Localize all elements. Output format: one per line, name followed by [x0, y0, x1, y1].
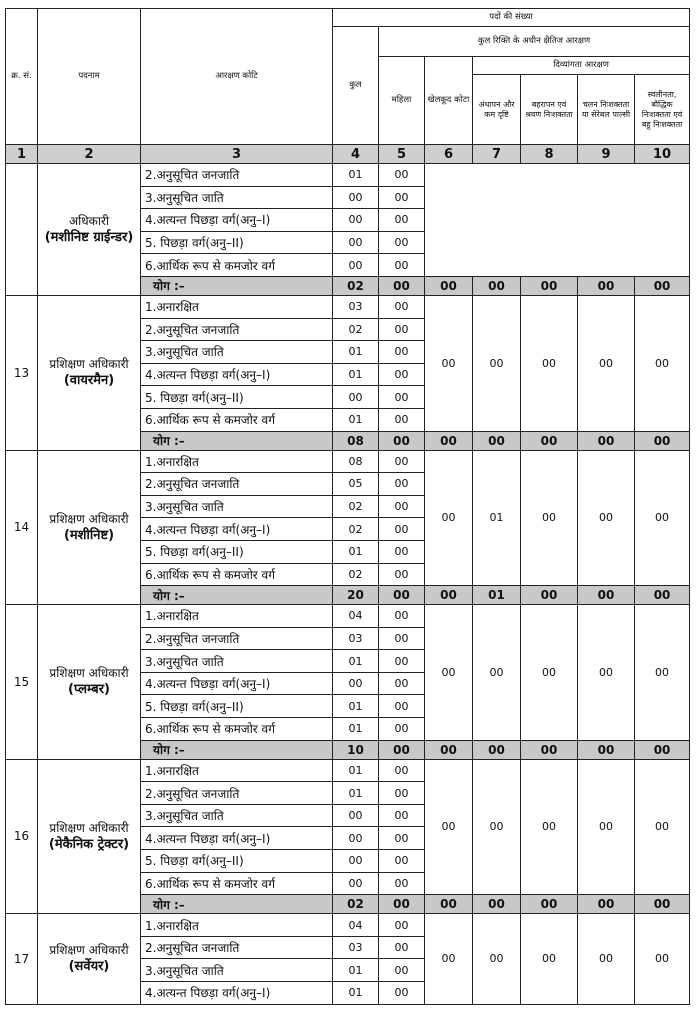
- total-value: 01: [333, 695, 379, 718]
- total-label: योग :–: [141, 276, 333, 295]
- female-value: 00: [379, 164, 425, 187]
- header-post-name: पदनाम: [38, 9, 141, 145]
- post-name: [38, 605, 141, 760]
- merged-value: 00: [521, 605, 578, 741]
- table-row: [6, 759, 690, 782]
- category-label: 1.अनारक्षित: [141, 605, 333, 628]
- total-value: 00: [333, 231, 379, 254]
- total-value: 00: [333, 850, 379, 873]
- category-label: 6.आर्थिक रूप से कमजोर वर्ग: [141, 718, 333, 741]
- female-value: 00: [379, 627, 425, 650]
- total-value: 01: [333, 718, 379, 741]
- header-locomotor: चलन निःशक्तता या सेरेबल पाल्सी: [578, 75, 635, 145]
- total-sum: 00: [473, 276, 521, 295]
- reservation-table-sheet: [5, 8, 689, 1005]
- category-label: 6.आर्थिक रूप से कमजोर वर्ग: [141, 254, 333, 277]
- female-value: 00: [379, 254, 425, 277]
- column-number: 6: [425, 145, 473, 164]
- column-number: 4: [333, 145, 379, 164]
- category-label: 3.अनुसूचित जाति: [141, 650, 333, 673]
- category-label: 2.अनुसूचित जनजाति: [141, 473, 333, 496]
- column-number: 2: [38, 145, 141, 164]
- total-label: योग :–: [141, 586, 333, 605]
- reservation-table: [5, 8, 690, 1005]
- total-sum: 00: [379, 431, 425, 450]
- table-row: [6, 164, 690, 187]
- female-value: 00: [379, 759, 425, 782]
- total-value: 01: [333, 408, 379, 431]
- post-name: [38, 759, 141, 914]
- merged-value: 00: [425, 295, 473, 431]
- total-sum: 00: [425, 431, 473, 450]
- total-sum: 00: [521, 586, 578, 605]
- merged-value: 01: [473, 450, 521, 586]
- merged-value: 00: [578, 759, 635, 895]
- post-name: [38, 164, 141, 296]
- total-sum: 00: [473, 895, 521, 914]
- female-value: 00: [379, 540, 425, 563]
- total-value: 01: [333, 540, 379, 563]
- female-value: 00: [379, 295, 425, 318]
- total-value: 08: [333, 450, 379, 473]
- merged-value: 00: [635, 295, 690, 431]
- total-sum: 00: [578, 586, 635, 605]
- category-label: 5. पिछड़ा वर्ग(अनु–II): [141, 540, 333, 563]
- total-sum: 00: [425, 740, 473, 759]
- category-label: 3.अनुसूचित जाति: [141, 186, 333, 209]
- merged-value: 00: [578, 295, 635, 431]
- total-value: 00: [333, 209, 379, 232]
- total-value: 00: [333, 386, 379, 409]
- total-value: 00: [333, 827, 379, 850]
- merged-value: 00: [635, 450, 690, 586]
- total-value: 01: [333, 363, 379, 386]
- header-total: कुल: [333, 27, 379, 145]
- female-value: 00: [379, 672, 425, 695]
- total-sum: 02: [333, 895, 379, 914]
- post-name-line2: (वायरमैन): [63, 373, 115, 389]
- total-value: 01: [333, 759, 379, 782]
- female-value: 00: [379, 718, 425, 741]
- post-name: [38, 450, 141, 605]
- total-sum: 00: [578, 895, 635, 914]
- post-name-line2: (मेकैनिक ट्रेक्टर): [48, 836, 130, 852]
- total-sum: 00: [578, 431, 635, 450]
- table-row: [6, 605, 690, 628]
- total-value: 00: [333, 254, 379, 277]
- total-sum: 00: [425, 276, 473, 295]
- total-sum: 00: [521, 276, 578, 295]
- total-value: 01: [333, 782, 379, 805]
- post-name-line2: (मशीनिष्ट ग्राईन्डर): [44, 229, 134, 245]
- merged-value: 00: [473, 605, 521, 741]
- total-label: योग :–: [141, 740, 333, 759]
- column-number: 10: [635, 145, 690, 164]
- total-value: 00: [333, 804, 379, 827]
- merged-value: 00: [578, 605, 635, 741]
- female-value: 00: [379, 982, 425, 1005]
- total-sum: 01: [473, 586, 521, 605]
- female-value: 00: [379, 363, 425, 386]
- total-sum: 00: [379, 276, 425, 295]
- serial-number: [6, 164, 38, 296]
- total-label: योग :–: [141, 431, 333, 450]
- category-label: 2.अनुसूचित जनजाति: [141, 318, 333, 341]
- female-value: 00: [379, 650, 425, 673]
- column-number: 3: [141, 145, 333, 164]
- column-number: 7: [473, 145, 521, 164]
- category-label: 1.अनारक्षित: [141, 914, 333, 937]
- total-sum: 10: [333, 740, 379, 759]
- total-value: 02: [333, 563, 379, 586]
- header-blind: अंधापन और कम दृष्टि: [473, 75, 521, 145]
- total-sum: 00: [425, 586, 473, 605]
- post-name-line2: (सर्वेयर): [68, 959, 110, 975]
- header-posts-count: पदों की संख्या: [333, 9, 690, 27]
- female-value: 00: [379, 936, 425, 959]
- header-autism: स्वलीनता, बौद्धिक निःशक्तता एवं बहु निःशक्तता: [635, 75, 690, 145]
- female-value: 00: [379, 782, 425, 805]
- header-category: आरक्षण कोटि: [141, 9, 333, 145]
- post-name-line2: (मशीनिष्ट): [63, 527, 115, 543]
- total-sum: 08: [333, 431, 379, 450]
- merged-value: 00: [635, 914, 690, 1004]
- column-number: 9: [578, 145, 635, 164]
- category-label: 3.अनुसूचित जाति: [141, 341, 333, 364]
- female-value: 00: [379, 318, 425, 341]
- total-sum: 00: [473, 740, 521, 759]
- header-sn: क्र. सं.: [6, 9, 38, 145]
- category-label: 4.अत्यन्त पिछड़ा वर्ग(अनु–I): [141, 982, 333, 1005]
- merged-value: 00: [521, 450, 578, 586]
- total-value: 04: [333, 914, 379, 937]
- post-name-line2: (प्लम्बर): [68, 682, 110, 698]
- total-value: 01: [333, 650, 379, 673]
- header-female: महिला: [379, 57, 425, 145]
- category-label: 2.अनुसूचित जनजाति: [141, 164, 333, 187]
- total-sum: 00: [521, 740, 578, 759]
- total-sum: 02: [333, 276, 379, 295]
- table-row: [6, 450, 690, 473]
- category-label: 1.अनारक्षित: [141, 450, 333, 473]
- category-label: 4.अत्यन्त पिछड़ा वर्ग(अनु–I): [141, 518, 333, 541]
- category-label: 4.अत्यन्त पिछड़ा वर्ग(अनु–I): [141, 363, 333, 386]
- female-value: 00: [379, 408, 425, 431]
- total-value: 00: [333, 872, 379, 895]
- serial-number: 14: [6, 450, 38, 605]
- total-sum: 00: [635, 586, 690, 605]
- merged-value: 00: [521, 914, 578, 1004]
- merged-value: 00: [473, 914, 521, 1004]
- header-deaf: बहरापन एवं श्रवण निःशक्तता: [521, 75, 578, 145]
- post-name: [38, 295, 141, 450]
- merged-value: 00: [473, 295, 521, 431]
- female-value: 00: [379, 231, 425, 254]
- category-label: 2.अनुसूचित जनजाति: [141, 782, 333, 805]
- total-sum: 00: [635, 431, 690, 450]
- merged-value: 00: [425, 605, 473, 741]
- category-label: 5. पिछड़ा वर्ग(अनु–II): [141, 386, 333, 409]
- total-value: 04: [333, 605, 379, 628]
- category-label: 5. पिछड़ा वर्ग(अनु–II): [141, 850, 333, 873]
- female-value: 00: [379, 850, 425, 873]
- total-value: 02: [333, 495, 379, 518]
- post-name-line1: प्रशिक्षण अधिकारी: [49, 666, 129, 681]
- post-name: [38, 914, 141, 1004]
- merged-value: 00: [521, 295, 578, 431]
- total-sum: 00: [635, 895, 690, 914]
- female-value: 00: [379, 473, 425, 496]
- category-label: 4.अत्यन्त पिछड़ा वर्ग(अनु–I): [141, 672, 333, 695]
- total-sum: 00: [635, 740, 690, 759]
- category-label: 4.अत्यन्त पिछड़ा वर्ग(अनु–I): [141, 209, 333, 232]
- total-sum: 00: [425, 895, 473, 914]
- female-value: 00: [379, 518, 425, 541]
- merged-value: 00: [635, 605, 690, 741]
- total-sum: 00: [473, 431, 521, 450]
- total-sum: 00: [578, 276, 635, 295]
- header-sports: खेलकूद कोटा: [425, 57, 473, 145]
- female-value: 00: [379, 872, 425, 895]
- category-label: 6.आर्थिक रूप से कमजोर वर्ग: [141, 872, 333, 895]
- category-label: 3.अनुसूचित जाति: [141, 959, 333, 982]
- serial-number: 17: [6, 914, 38, 1004]
- female-value: 00: [379, 186, 425, 209]
- total-value: 03: [333, 295, 379, 318]
- category-label: 3.अनुसूचित जाति: [141, 804, 333, 827]
- serial-number: 16: [6, 759, 38, 914]
- total-sum: 00: [379, 586, 425, 605]
- total-sum: 00: [379, 740, 425, 759]
- merged-value: 00: [425, 450, 473, 586]
- female-value: 00: [379, 341, 425, 364]
- total-value: 00: [333, 186, 379, 209]
- post-name-line1: प्रशिक्षण अधिकारी: [49, 357, 129, 372]
- total-value: 02: [333, 318, 379, 341]
- category-label: 2.अनुसूचित जनजाति: [141, 627, 333, 650]
- total-value: 01: [333, 341, 379, 364]
- total-value: 01: [333, 982, 379, 1005]
- serial-number: 15: [6, 605, 38, 760]
- category-label: 2.अनुसूचित जनजाति: [141, 936, 333, 959]
- female-value: 00: [379, 495, 425, 518]
- total-value: 01: [333, 164, 379, 187]
- merged-value: 00: [425, 914, 473, 1004]
- female-value: 00: [379, 563, 425, 586]
- empty-cell: [425, 164, 690, 277]
- total-value: 01: [333, 959, 379, 982]
- category-label: 3.अनुसूचित जाति: [141, 495, 333, 518]
- total-value: 00: [333, 672, 379, 695]
- merged-value: 00: [473, 759, 521, 895]
- column-number: 8: [521, 145, 578, 164]
- column-number: 1: [6, 145, 38, 164]
- total-sum: 00: [521, 895, 578, 914]
- female-value: 00: [379, 959, 425, 982]
- category-label: 5. पिछड़ा वर्ग(अनु–II): [141, 231, 333, 254]
- post-name-line1: प्रशिक्षण अधिकारी: [49, 943, 129, 958]
- total-sum: 00: [578, 740, 635, 759]
- total-value: 03: [333, 627, 379, 650]
- category-label: 6.आर्थिक रूप से कमजोर वर्ग: [141, 408, 333, 431]
- female-value: 00: [379, 827, 425, 850]
- merged-value: 00: [578, 450, 635, 586]
- category-label: 6.आर्थिक रूप से कमजोर वर्ग: [141, 563, 333, 586]
- post-name-line1: अधिकारी: [69, 213, 109, 228]
- female-value: 00: [379, 450, 425, 473]
- female-value: 00: [379, 804, 425, 827]
- total-sum: 00: [521, 431, 578, 450]
- female-value: 00: [379, 386, 425, 409]
- female-value: 00: [379, 695, 425, 718]
- total-sum: 00: [635, 276, 690, 295]
- column-number: 5: [379, 145, 425, 164]
- post-name-line1: प्रशिक्षण अधिकारी: [49, 511, 129, 526]
- total-value: 05: [333, 473, 379, 496]
- total-value: 03: [333, 936, 379, 959]
- merged-value: 00: [521, 759, 578, 895]
- total-sum: 00: [379, 895, 425, 914]
- header-horizontal: कुल रिक्ति के अधीन क्षैतिज आरक्षण: [379, 27, 690, 57]
- total-sum: 20: [333, 586, 379, 605]
- table-row: [6, 295, 690, 318]
- merged-value: 00: [635, 759, 690, 895]
- table-row: [6, 914, 690, 937]
- post-name-line1: प्रशिक्षण अधिकारी: [49, 820, 129, 835]
- category-label: 4.अत्यन्त पिछड़ा वर्ग(अनु–I): [141, 827, 333, 850]
- female-value: 00: [379, 209, 425, 232]
- total-label: योग :–: [141, 895, 333, 914]
- merged-value: 00: [578, 914, 635, 1004]
- header-disability: दिव्यांगता आरक्षण: [473, 57, 690, 75]
- female-value: 00: [379, 605, 425, 628]
- merged-value: 00: [425, 759, 473, 895]
- total-value: 02: [333, 518, 379, 541]
- category-label: 1.अनारक्षित: [141, 759, 333, 782]
- female-value: 00: [379, 914, 425, 937]
- category-label: 5. पिछड़ा वर्ग(अनु–II): [141, 695, 333, 718]
- category-label: 1.अनारक्षित: [141, 295, 333, 318]
- serial-number: 13: [6, 295, 38, 450]
